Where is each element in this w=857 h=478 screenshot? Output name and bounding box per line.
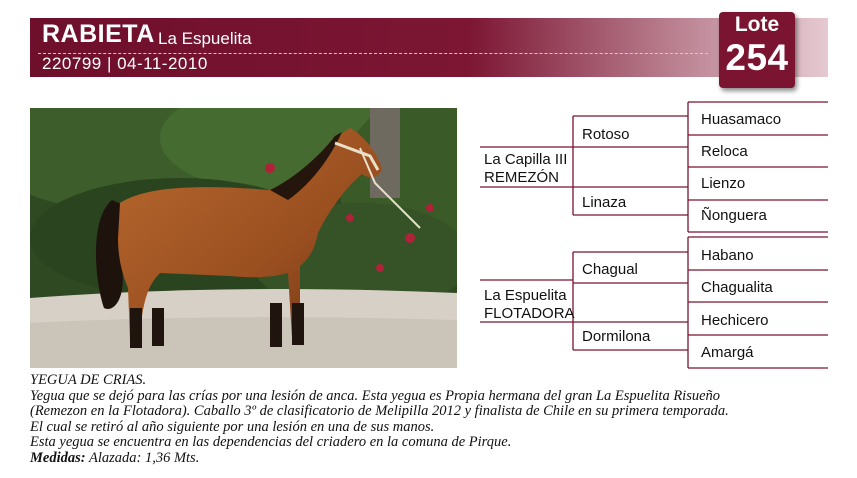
breeder-name: La Espuelita [158,29,252,48]
description [30,373,840,466]
lot-label: Lote [734,13,780,36]
sire-dam: Linaza [582,194,627,211]
ancestor-habano: Habano [701,247,754,264]
header-banner [30,18,828,77]
dam-name: La Espuelita [484,287,567,304]
sire-sire: Rotoso [582,126,630,143]
dam-parentage: FLOTADORA [484,305,575,322]
sire-name: La Capilla III [484,151,568,168]
dam-sire: Chagual [582,261,638,278]
description-line: El cual se retiró al año siguiente por una lesión en una de sus manos. [30,418,435,435]
description-line: Esta yegua se encuentra en las dependencias del criadero en la comuna de Pirque. [30,434,512,450]
ancestor-lienzo: Lienzo [701,175,746,192]
horse-name: RABIETA [42,20,155,48]
measures-label: Medidas: [30,449,86,466]
ancestor-reloca: Reloca [701,143,748,160]
measures-value: Alazada: 1,36 Mts. [85,449,200,466]
horse-photo [30,108,457,368]
dam-dam: Dormilona [582,328,651,345]
description-line: (Remezon en la Flotadora). Caballo 3º de clasificatorio de Melipilla 2012 y finalista de Chile en su primera temporada. [30,403,729,419]
ancestor-huasamaco: Huasamaco [701,111,782,128]
lot-badge [719,12,795,88]
registration-line: 220799 | 04-11-2010 [42,54,208,73]
ancestor-chagualita: Chagualita [701,279,773,296]
ancestor-nonguera: Ñonguera [701,207,767,224]
ancestor-hechicero: Hechicero [701,312,769,329]
ancestor-amarga: Amargá [701,344,754,361]
description-line: Yegua que se dejó para las crías por una lesión de anca. Esta yegua es Propia hermana del gran La Espuelita Risueño [30,387,721,404]
sire-parentage: REMEZÓN [484,169,559,186]
lot-number: 254 [725,37,789,78]
measures-line [30,451,840,467]
description-heading: YEGUA DE CRIAS. [30,372,147,388]
